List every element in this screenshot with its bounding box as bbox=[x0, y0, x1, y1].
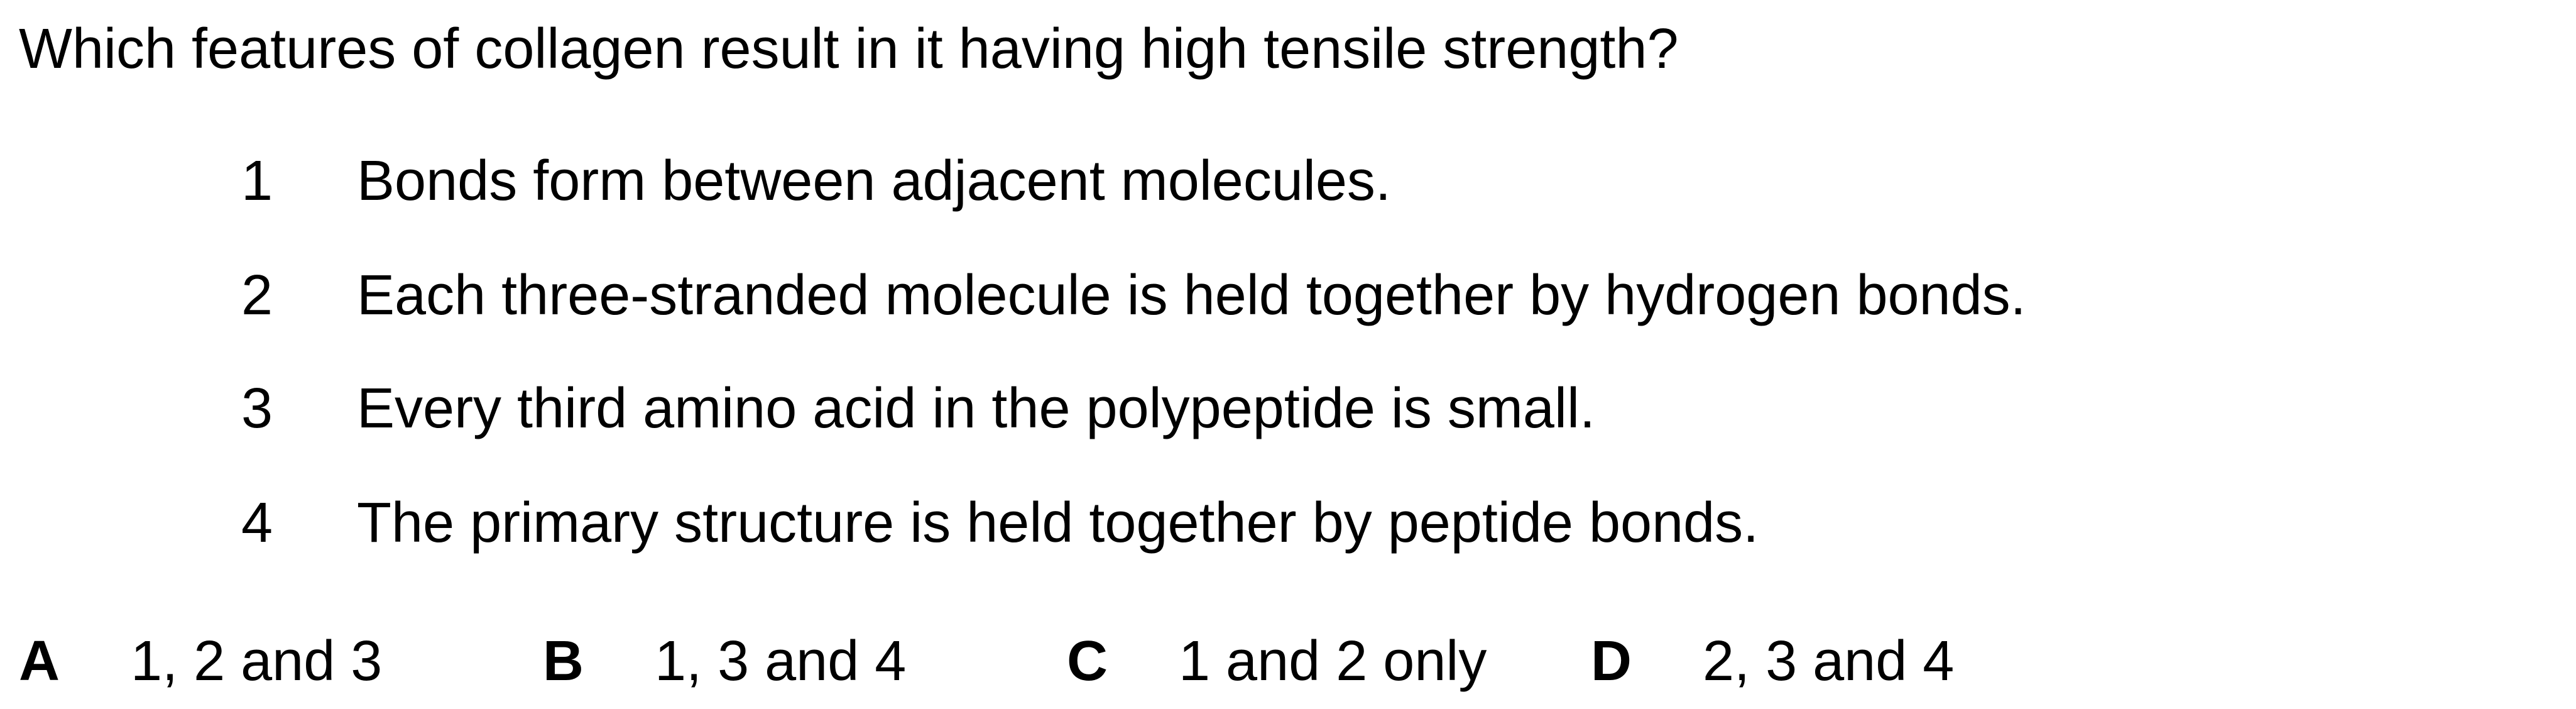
statement-text: Every third amino acid in the polypeptide is small. bbox=[357, 377, 1595, 440]
statement-text: Each three-stranded molecule is held together by hydrogen bonds. bbox=[357, 264, 2026, 327]
option-text: 1, 3 and 4 bbox=[655, 630, 907, 693]
option-text: 1 and 2 only bbox=[1179, 630, 1487, 693]
statement-text: The primary structure is held together by peptide bonds. bbox=[357, 492, 1759, 554]
option-letter: B bbox=[543, 630, 584, 693]
statement-number: 2 bbox=[241, 264, 273, 327]
option-letter: A bbox=[19, 630, 60, 693]
question-text: Which features of collagen result in it having high tensile strength? bbox=[19, 18, 1679, 80]
statement-number: 1 bbox=[241, 150, 273, 212]
statement-number: 4 bbox=[241, 492, 273, 554]
statement-text: Bonds form between adjacent molecules. bbox=[357, 150, 1391, 212]
option-text: 2, 3 and 4 bbox=[1703, 630, 1955, 693]
option-letter: D bbox=[1591, 630, 1632, 693]
statement-number: 3 bbox=[241, 377, 273, 440]
option-letter: C bbox=[1067, 630, 1108, 693]
option-text: 1, 2 and 3 bbox=[131, 630, 383, 693]
